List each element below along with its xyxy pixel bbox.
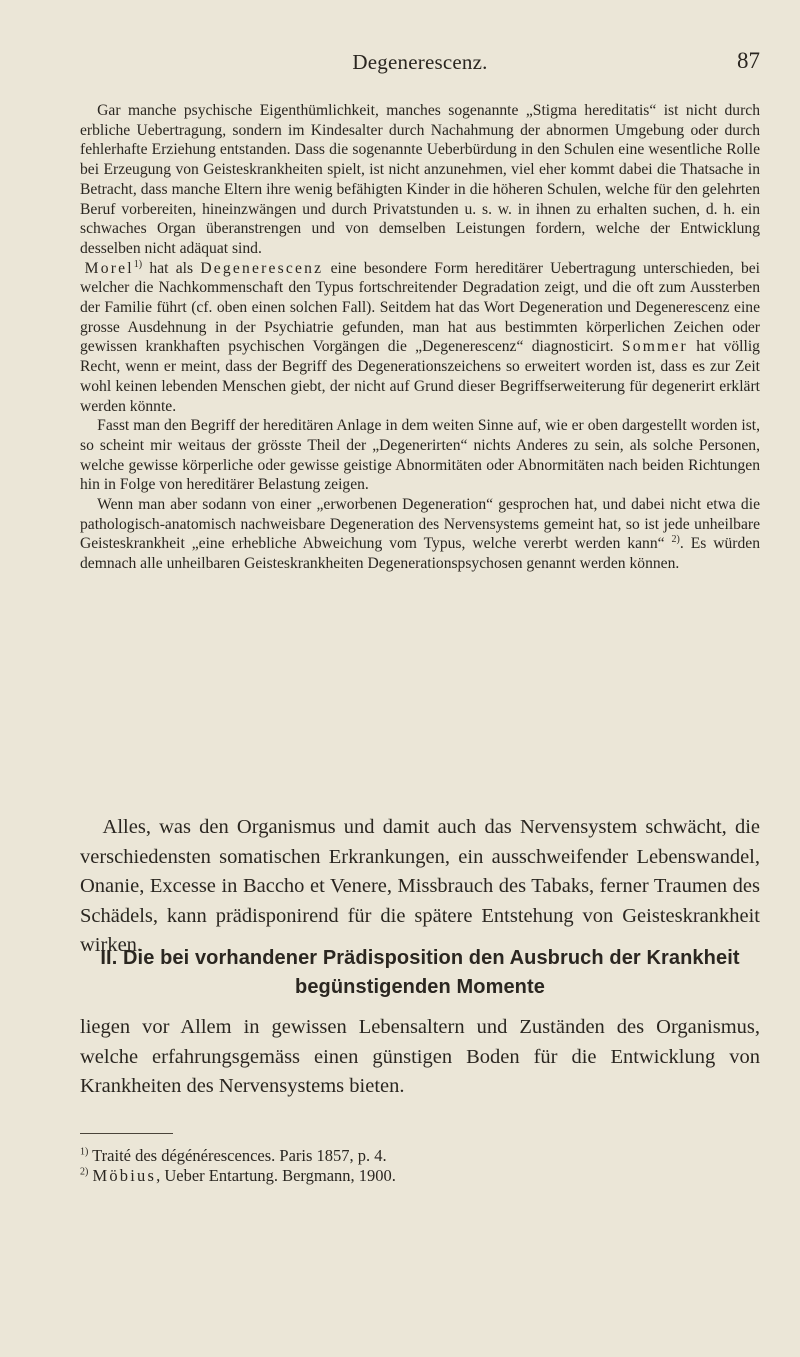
running-head — [80, 50, 760, 80]
section-heading-line1: II. Die bei vorhandener Prädisposition den Ausbruch der Krankheit — [100, 947, 740, 969]
paragraph-morel-mid: hat als — [142, 259, 201, 277]
paragraph-section-text: liegen vor Allem in gewissen Lebensaltern und Zuständen des Organismus, welche erfahrungsgemäss einen günstigen Boden für die Entwicklung von Krankheiten des Nervensystems bieten. — [80, 1016, 760, 1098]
paragraph-morel — [80, 259, 760, 417]
page-number: 87 — [737, 48, 760, 73]
large-print-section — [80, 813, 760, 961]
section-heading-line2: begünstigenden Momente — [295, 976, 545, 998]
footnote-ref-2: 2) — [671, 534, 680, 546]
footnote-ref-1: 1) — [133, 258, 143, 270]
author-morel: Morel — [84, 259, 134, 277]
section-heading — [80, 944, 760, 1002]
term-degenerescenz: Degenerescenz — [200, 259, 324, 277]
footnote-1-mark: 1) — [80, 1146, 89, 1158]
paragraph-morel-text-b: hat völlig Recht, wenn er meint, dass der Begriff des Degenerationszeichens so erweitert worden ist, dass es zur Zeit wohl keinen lebenden Menschen giebt, der nicht auf Grund dieser Begriffserweiterung für degenerirt erklärt werden könnte. — [80, 338, 760, 415]
footnote-2-mark: 2) — [80, 1166, 89, 1178]
paragraph-acquired-text-a: Wenn man aber sodann von einer „erworbenen Degeneration“ gesprochen hat, und dabei nicht etwa die pathologisch-anatomisch nachweisbare Degeneration des Nervensystems gemeint hat, so ist jede unheilbare Geisteskrankheit „eine erhebliche Abweichung vom Typus, welche vererbt werden kann“ — [80, 496, 760, 553]
paragraph-stigma: Gar manche psychische Eigenthümlichkeit, manches sogenannte „Stigma hereditatis“ ist nicht durch erbliche Uebertragung, sondern im Kindesalter durch Nachahmung der abnormen Umgebung oder durch fehlerhafte Erziehung entstanden. Dass die sogenannte Ueberbürdung in den Schulen eine wesentliche Rolle bei Erzeugung von Geisteskrankheiten spielt, ist nicht anzunehmen, viel eher kommt dabei die Thatsache in Betracht, dass manche Eltern ihre wenig befähigten Kinder in die höheren Schulen, welche für den gelehrten Beruf vorbereiten, hineinzwängen und durch Privatstunden u. s. w. in ihnen zu erhalten suchen, d. h. ein schwaches Organ überanstrengen und von demselben Leistungen fordern, welche der Entwicklung desselben nicht adäquat sind. — [80, 102, 760, 257]
footnote-2-text: , Ueber Entartung. Bergmann, 1900. — [156, 1166, 396, 1185]
paragraph-acquired — [80, 495, 760, 574]
footnotes — [80, 1146, 760, 1186]
author-sommer: Sommer — [621, 338, 688, 356]
section-body — [80, 1013, 760, 1102]
paragraph-morel-text-a: eine besondere Form hereditärer Uebertragung unterschieden, bei welcher die Nachkommenschaft den Typus fortschreitender Degradation zeigt, und die oft zum Aussterben der Familie führt (cf. oben einen solchen Fall). Seitdem hat das Wort Degeneration und Degenerescenz eine grosse Ausdehnung in der Psychiatrie gefunden, man hat aus bestimmten körperlichen Zeichen oder gewissen krankhaften psychischen Vorgängen die „Degenerescenz“ diagnosticirt. — [80, 259, 760, 356]
footnote-2 — [80, 1166, 760, 1186]
footnote-1-text: Traité des dégénérescences. Paris 1857, p. 4. — [88, 1146, 387, 1165]
paragraph-hereditary: Fasst man den Begriff der hereditären Anlage in dem weiten Sinne auf, wie er oben dargestellt worden ist, so scheint mir weitaus der grösste Theil der „Degenerirten“ nichts Anderes zu sein, als solche Personen, welche gewisse körperliche oder gewisse geistige Abnormitäten oder Abnormitäten nach beiden Richtungen hin in Folge von hereditärer Belastung zeigen. — [80, 417, 760, 494]
footnote-divider — [80, 1133, 173, 1134]
footnote-2-author: Möbius — [92, 1166, 157, 1185]
paragraph-organism: Alles, was den Organismus und damit auch das Nervensystem schwächt, die verschiedensten somatischen Erkrankungen, ein ausschweifender Lebenswandel, Onanie, Excesse in Baccho et Venere, Missbrauch des Tabaks, ferner Traumen des Schädels, kann prädisponirend für die spätere Entstehung von Geisteskrankheit wirken. — [80, 816, 760, 957]
running-title: Degenerescenz. — [352, 50, 488, 74]
footnote-1 — [80, 1146, 760, 1166]
small-print-section — [80, 101, 760, 574]
paragraph-acquired-text-b: . Es würden demnach alle unheilbaren Geisteskrankheiten Degenerationspsychosen genannt werden können. — [80, 535, 760, 573]
